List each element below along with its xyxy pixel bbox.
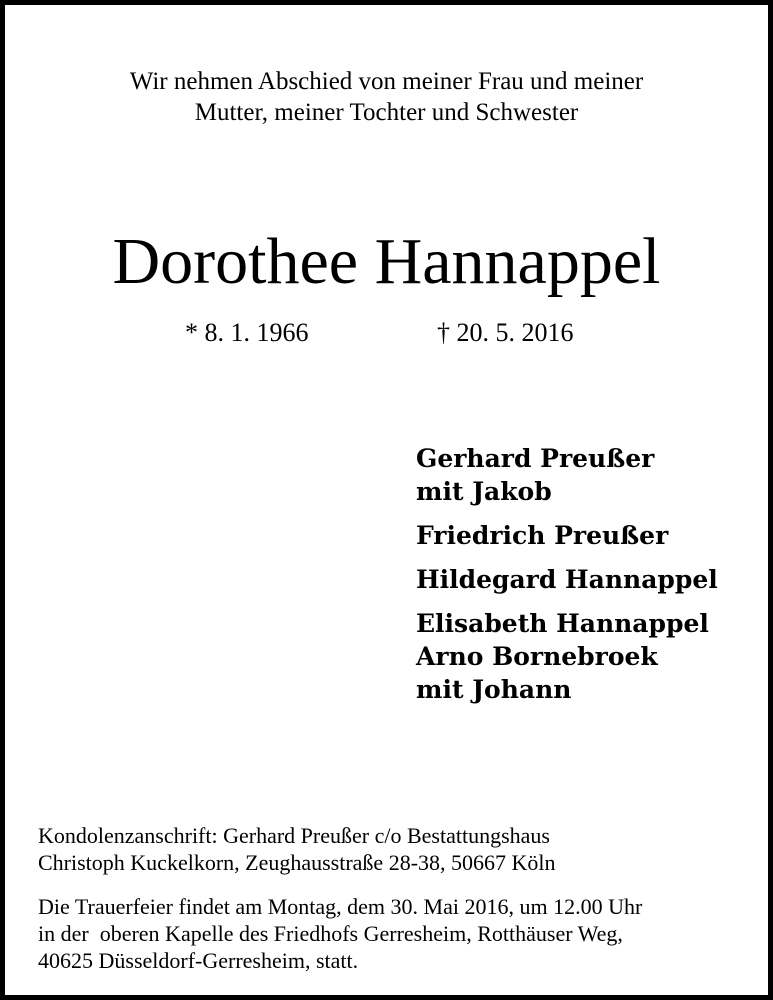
intro-line-2: Mutter, meiner Tochter und Schwester [194, 99, 579, 126]
birth-date: * 8. 1. 1966 [185, 318, 309, 347]
mourner-group [416, 607, 718, 706]
mourner-line: Arno Bornebroek [416, 642, 658, 671]
mourner-line: mit Jakob [416, 477, 552, 506]
ceremony-info [38, 893, 642, 974]
mourner-group [416, 442, 718, 508]
condolence-address [38, 822, 556, 876]
mourner-line: mit Johann [416, 675, 572, 704]
intro-line-1: Wir nehmen Abschied von meiner Frau und meiner [129, 68, 644, 95]
condolence-line-2: Christoph Kuckelkorn, Zeughausstraße 28-38, 50667 Köln [38, 850, 556, 875]
mourner-line: Gerhard Preußer [416, 444, 655, 473]
deceased-name: Dorothee Hannappel [112, 225, 661, 298]
condolence-line-1: Kondolenzanschrift: Gerhard Preußer c/o Bestattungshaus [38, 823, 550, 848]
mourner-group [416, 563, 718, 596]
death-date: † 20. 5. 2016 [437, 318, 574, 347]
ceremony-line-1: Die Trauerfeier findet am Montag, dem 30. Mai 2016, um 12.00 Uhr [38, 894, 643, 919]
ceremony-line-2: in der oberen Kapelle des Friedhofs Gerresheim, Rotthäuser Weg, [38, 921, 623, 946]
mourners-list [416, 442, 718, 717]
mourner-line: Friedrich Preußer [416, 521, 669, 550]
intro-text [0, 66, 773, 128]
mourner-line: Elisabeth Hannappel [416, 609, 709, 638]
ceremony-line-3: 40625 Düsseldorf-Gerresheim, statt. [38, 948, 359, 973]
mourner-group [416, 519, 718, 552]
mourner-line: Hildegard Hannappel [416, 565, 718, 594]
